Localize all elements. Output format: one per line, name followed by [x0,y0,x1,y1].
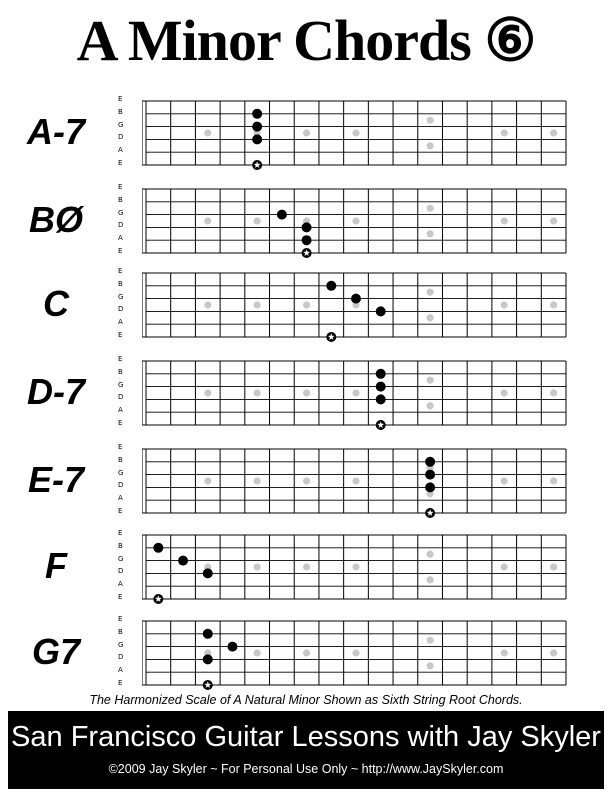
string-label: D [118,481,124,490]
chord-note [203,629,213,639]
chord-note [153,543,163,553]
fret-marker [501,129,508,136]
chord-note [203,568,213,578]
fret-marker [303,477,310,484]
string-labels [118,444,138,516]
fret-marker [550,477,557,484]
chord-note [376,382,386,392]
fret-marker [501,301,508,308]
fret-marker [427,377,434,384]
string-label: D [118,393,124,402]
fret-marker [427,551,434,558]
string-labels [118,268,138,340]
string-labels [118,184,138,256]
nut [142,273,146,337]
fretboard-diagram [142,187,570,263]
string-label: B [118,455,123,464]
fretboard [142,359,570,423]
chord-chart [0,178,612,264]
string-label: E [118,529,123,537]
fret-marker [303,301,310,308]
fretboard-diagram [142,359,570,435]
chord-note [425,457,435,467]
fret-marker [427,402,434,409]
chord-name: E-7 [27,459,85,500]
string-label: E [118,247,123,255]
chord-name: D-7 [26,371,85,412]
fret-marker [427,205,434,212]
chord-note [425,470,435,480]
string-label: A [118,146,123,155]
fret-marker [204,389,211,396]
page-title: A Minor Chords ⑥ [76,8,536,73]
string-label: A [118,318,123,327]
string-label: E [118,267,123,275]
fret-marker [254,217,261,224]
string-label: A [118,666,123,675]
chord-chart [0,350,612,436]
string-label: D [118,133,124,142]
string-label: E [118,615,123,623]
footer-title: San Francisco Guitar Lessons with Jay Skyler [11,721,601,753]
chord-note [376,369,386,379]
fret-marker [204,301,211,308]
fret-marker [254,649,261,656]
string-label: B [118,367,123,376]
fretboard [142,99,570,163]
fret-marker [352,477,359,484]
fret-marker [550,217,557,224]
chord-note [425,482,435,492]
fret-marker [501,217,508,224]
string-label: B [118,541,123,550]
nut [142,101,146,165]
string-label: A [118,406,123,415]
chord-note [178,556,188,566]
chord-name: F [45,545,67,586]
chord-name: BØ [29,199,83,240]
fret-marker [501,477,508,484]
chord-chart [0,90,612,176]
fret-marker [550,649,557,656]
fret-marker [427,576,434,583]
string-label: B [118,195,123,204]
footer-banner [8,711,604,789]
chord-name: C [43,283,69,324]
string-label: G [118,208,124,217]
chord-note [376,306,386,316]
string-label: B [118,627,123,636]
chord-note [326,281,336,291]
chord-name: G7 [31,631,81,672]
chord-chart [0,524,612,610]
fret-marker [352,649,359,656]
fretboard-diagram [142,533,570,609]
string-label: E [118,507,123,515]
chord-note [376,394,386,404]
chord-note [227,642,237,652]
fret-marker [501,389,508,396]
fret-marker [352,389,359,396]
string-label: D [118,567,124,576]
fretboard [142,271,570,335]
fret-marker [427,117,434,124]
fretboard [142,619,570,683]
chord-name: A-7 [26,111,85,152]
fret-marker [427,142,434,149]
fret-marker [352,563,359,570]
fret-marker [303,563,310,570]
fret-marker [501,563,508,570]
fret-marker [550,563,557,570]
string-label: E [118,593,123,601]
fret-marker [254,389,261,396]
string-label: E [118,355,123,363]
string-label: G [118,380,124,389]
string-label: E [118,95,123,103]
string-label: E [118,679,123,687]
string-label: E [118,183,123,191]
fret-marker [303,649,310,656]
fret-marker [550,301,557,308]
fretboard [142,187,570,251]
string-label: D [118,221,124,230]
chord-note [302,222,312,232]
string-label: G [118,640,124,649]
fret-marker [204,129,211,136]
string-label: A [118,494,123,503]
fretboard-diagram [142,271,570,347]
chord-chart [0,262,612,348]
chord-chart [0,610,612,696]
chord-note [277,210,287,220]
fret-marker [303,389,310,396]
fret-marker [352,129,359,136]
string-label: B [118,107,123,116]
string-labels [118,530,138,602]
fret-marker [303,129,310,136]
nut [142,535,146,599]
fretboard [142,447,570,511]
fret-marker [427,637,434,644]
string-label: D [118,305,124,314]
fret-marker [427,662,434,669]
chord-note [351,294,361,304]
fret-marker [427,230,434,237]
fret-marker [427,314,434,321]
caption: The Harmonized Scale of A Natural Minor Shown as Sixth String Root Chords. [89,693,523,707]
string-label: E [118,331,123,339]
nut [142,621,146,685]
string-label: G [118,554,124,563]
fret-marker [352,217,359,224]
fret-marker [204,477,211,484]
chord-chart [0,438,612,524]
chord-note [203,654,213,664]
string-label: G [118,120,124,129]
fret-marker [254,301,261,308]
string-label: E [118,159,123,167]
fret-marker [254,477,261,484]
fretboard [142,533,570,597]
string-label: D [118,653,124,662]
fret-marker [501,649,508,656]
chord-note [252,134,262,144]
string-label: B [118,279,123,288]
string-labels [118,356,138,428]
string-label: G [118,292,124,301]
footer-copyright: ©2009 Jay Skyler ~ For Personal Use Only ~ http://www.JaySkyler.com [108,762,504,776]
fretboard-diagram [142,99,570,175]
fret-marker [204,217,211,224]
chord-note [302,235,312,245]
nut [142,361,146,425]
nut [142,449,146,513]
chord-note [252,122,262,132]
fretboard-diagram [142,447,570,523]
string-labels [118,616,138,688]
string-label: A [118,234,123,243]
string-label: E [118,443,123,451]
fret-marker [550,389,557,396]
nut [142,189,146,253]
string-label: A [118,580,123,589]
fret-marker [427,289,434,296]
chord-note [252,109,262,119]
fret-marker [254,563,261,570]
string-label: G [118,468,124,477]
string-labels [118,96,138,168]
fret-marker [550,129,557,136]
fretboard-diagram [142,619,570,695]
string-label: E [118,419,123,427]
